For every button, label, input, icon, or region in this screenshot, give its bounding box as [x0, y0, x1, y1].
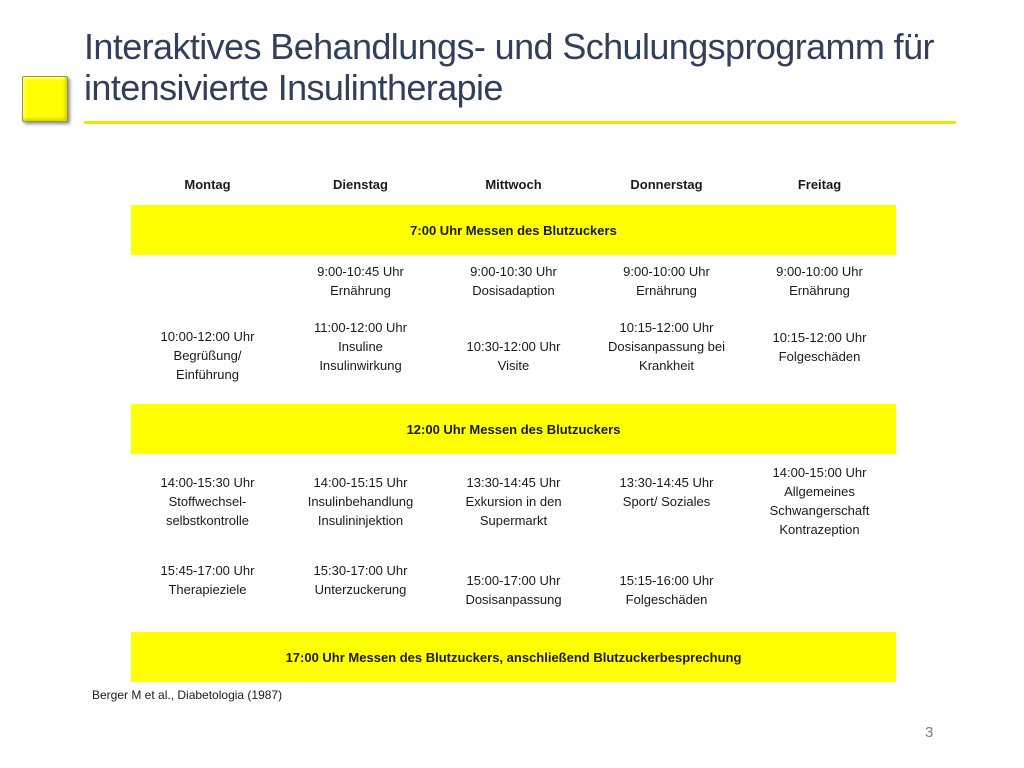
- session-time: 10:00-12:00 Uhr: [160, 329, 255, 344]
- session-topic: Visite: [497, 358, 530, 373]
- session-thu-early: [590, 473, 743, 511]
- session-tue-late: [284, 561, 437, 599]
- title-line-2: intensivierte Insulintherapie: [84, 67, 503, 108]
- session-topic: Dosisanpassung bei: [607, 339, 726, 354]
- morning-wednesday: [437, 255, 590, 404]
- session-time: 9:00-10:45 Uhr: [317, 264, 404, 279]
- afternoon-thursday: [590, 454, 743, 632]
- title-underline: [84, 121, 956, 124]
- session-time: 15:00-17:00 Uhr: [466, 573, 561, 588]
- band-evening-measurement: 17:00 Uhr Messen des Blutzuckers, anschließend Blutzuckerbesprechung: [131, 632, 896, 682]
- session-time: 9:00-10:00 Uhr: [776, 264, 863, 279]
- session-tue-late: [284, 318, 437, 375]
- session-topic: Unterzuckerung: [314, 582, 407, 597]
- session-time: 14:00-15:00 Uhr: [772, 465, 867, 480]
- day-header-row: [131, 165, 896, 205]
- session-fri-early: [743, 463, 896, 539]
- session-topic: Begrüßung/: [173, 348, 242, 363]
- session-topic: Krankheit: [639, 358, 694, 373]
- title-line-1: Interaktives Behandlungs- und Schulungsprogramm für: [84, 26, 934, 67]
- session-topic: Insulinbehandlung: [307, 494, 414, 509]
- band-morning-measurement: 7:00 Uhr Messen des Blutzuckers: [131, 205, 896, 255]
- morning-tuesday: [284, 255, 437, 404]
- session-topic: Dosisadaption: [472, 283, 555, 298]
- afternoon-wednesday: [437, 454, 590, 632]
- afternoon-tuesday: [284, 454, 437, 632]
- session-time: 9:00-10:30 Uhr: [470, 264, 557, 279]
- session-time: 15:45-17:00 Uhr: [160, 563, 255, 578]
- accent-square: [22, 76, 68, 122]
- session-thu-late: [590, 318, 743, 375]
- day-header-tuesday: Dienstag: [333, 177, 388, 192]
- session-fri-early: [743, 262, 896, 300]
- session-topic: Stoffwechsel-: [168, 494, 247, 509]
- session-time: 14:00-15:15 Uhr: [313, 475, 408, 490]
- session-topic: Dosisanpassung: [465, 592, 562, 607]
- session-topic: Sport/ Soziales: [622, 494, 711, 509]
- session-thu-early: [590, 262, 743, 300]
- session-topic: Ernährung: [330, 283, 391, 298]
- session-topic: selbstkontrolle: [165, 513, 250, 528]
- session-topic: Folgeschäden: [625, 592, 708, 607]
- band-noon-measurement: 12:00 Uhr Messen des Blutzuckers: [131, 404, 896, 454]
- day-header-thursday: Donnerstag: [630, 177, 703, 192]
- session-wed-early: [437, 473, 590, 530]
- session-time: 13:30-14:45 Uhr: [619, 475, 714, 490]
- session-time: 10:15-12:00 Uhr: [772, 330, 867, 345]
- session-topic: Insuline: [338, 339, 383, 354]
- session-mon-late: [131, 561, 284, 599]
- afternoon-session-row: [131, 454, 896, 632]
- morning-session-row: [131, 255, 896, 404]
- session-tue-early: [284, 473, 437, 530]
- page-number: 3: [925, 724, 934, 741]
- session-topic: Insulininjektion: [317, 513, 404, 528]
- session-topic: Einführung: [176, 367, 239, 382]
- day-header-monday: Montag: [184, 177, 231, 192]
- session-topic: Therapieziele: [168, 582, 247, 597]
- session-time: 10:15-12:00 Uhr: [619, 320, 714, 335]
- session-time: 10:30-12:00 Uhr: [466, 339, 561, 354]
- session-fri-late: [743, 328, 896, 366]
- session-topic: Folgeschäden: [778, 349, 861, 364]
- session-thu-late: [590, 571, 743, 609]
- session-topic: Insulinwirkung: [319, 358, 402, 373]
- day-header-friday: Freitag: [797, 177, 842, 192]
- schedule-table: [131, 165, 896, 682]
- session-topic: Allgemeines: [784, 484, 855, 499]
- day-header-wednesday: Mittwoch: [485, 177, 542, 192]
- morning-friday: [743, 255, 896, 404]
- session-topic: Schwangerschaft: [769, 503, 870, 518]
- session-topic: Exkursion in den: [465, 494, 562, 509]
- session-mon-morning: [131, 327, 284, 384]
- slide-title: [84, 26, 984, 108]
- session-time: 15:30-17:00 Uhr: [313, 563, 408, 578]
- session-tue-early: [284, 262, 437, 300]
- session-time: 13:30-14:45 Uhr: [466, 475, 561, 490]
- session-time: 14:00-15:30 Uhr: [160, 475, 255, 490]
- session-topic: Ernährung: [789, 283, 850, 298]
- session-wed-late: [437, 571, 590, 609]
- morning-monday: [131, 255, 284, 404]
- session-time: 11:00-12:00 Uhr: [314, 320, 407, 335]
- session-wed-early: [437, 262, 590, 300]
- session-wed-late: [437, 337, 590, 375]
- afternoon-friday: [743, 454, 896, 632]
- session-mon-early: [131, 473, 284, 530]
- morning-thursday: [590, 255, 743, 404]
- session-topic: Kontrazeption: [779, 522, 860, 537]
- session-topic: Supermarkt: [479, 513, 548, 528]
- afternoon-monday: [131, 454, 284, 632]
- session-time: 15:15-16:00 Uhr: [619, 573, 714, 588]
- session-topic: Ernährung: [636, 283, 697, 298]
- session-time: 9:00-10:00 Uhr: [623, 264, 710, 279]
- citation: Berger M et al., Diabetologia (1987): [92, 688, 283, 702]
